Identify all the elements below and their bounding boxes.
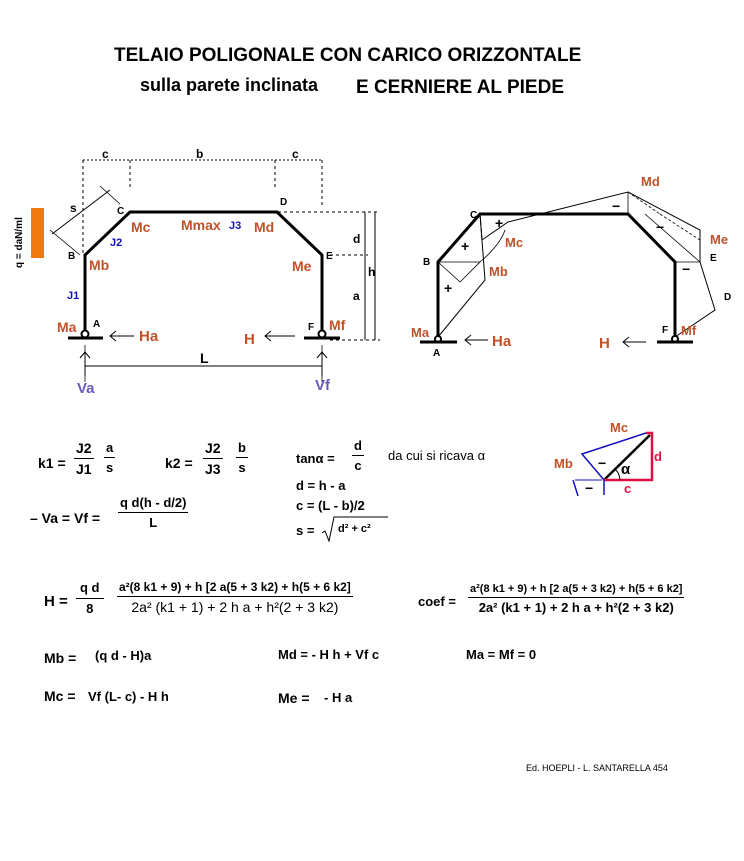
label-Me: Me [292, 258, 312, 274]
node-D: D [280, 197, 288, 208]
sketch-Mb: Mb [554, 456, 573, 471]
k1-lhs: k1 = [38, 455, 66, 471]
md-label-Md: Md [641, 174, 660, 189]
tan-frac [352, 438, 364, 473]
md-force-Ha: Ha [492, 333, 512, 350]
label-Mmax: Mmax [181, 217, 221, 233]
Mc-rhs: Vf (L- c) - H h [88, 689, 169, 704]
sign-plus-c: + [495, 215, 504, 231]
dim-d: d [353, 232, 361, 246]
Me-rhs: - H a [324, 690, 353, 705]
sign-plus-a: + [444, 280, 453, 296]
tan-note: da cui si ricava α [388, 448, 486, 463]
title-line-1: TELAIO POLIGONALE CON CARICO ORIZZONTALE [114, 45, 582, 66]
H-8: 8 [86, 601, 94, 616]
k1-num-2: a [104, 440, 115, 458]
md-node-A: A [433, 348, 441, 359]
Ma-eq: Ma = Mf = 0 [466, 647, 537, 662]
title-line-2b: E CERNIERE AL PIEDE [356, 77, 564, 98]
dim-h: h [368, 265, 376, 279]
node-A: A [93, 319, 101, 330]
footer-credit: Ed. HOEPLI - L. SANTARELLA 454 [526, 763, 668, 773]
label-Mc: Mc [131, 219, 151, 235]
k2-den-2: s [238, 460, 246, 475]
k2-frac-1 [203, 440, 223, 477]
sign-plus-b: + [461, 238, 470, 254]
k1-frac-2 [104, 440, 115, 475]
node-B: B [68, 251, 76, 262]
force-Vf: Vf [315, 377, 330, 394]
md-label-Ma: Ma [411, 325, 430, 340]
va-den: L [149, 515, 158, 530]
sign-minus-de: − [656, 219, 665, 235]
dim-s: s [70, 201, 77, 215]
md-label-Mb: Mb [489, 264, 508, 279]
member-J3: J3 [229, 220, 242, 232]
force-H: H [244, 331, 255, 348]
node-C: C [117, 206, 125, 217]
angle-sketch [545, 415, 675, 505]
H-lhs: H = [44, 593, 68, 610]
label-Md: Md [254, 219, 275, 235]
eq-s-lhs: s = [296, 523, 315, 538]
eq-s-rad: d² + c² [338, 523, 371, 535]
node-F: F [308, 322, 315, 333]
k1-den-2: s [106, 460, 114, 475]
md-label-Me: Me [710, 232, 729, 247]
k1-num-1: J2 [74, 440, 94, 459]
k2-den-1: J3 [205, 461, 221, 477]
k2-frac-2 [236, 440, 248, 475]
H-num: a²(8 k1 + 9) + h [2 a(5 + 3 k2) + h(5 + 6 k2] [117, 580, 353, 597]
eq-c: c = (L - b)/2 [296, 498, 365, 513]
Md-eq: Md = - H h + Vf c [278, 647, 380, 662]
H-den: 2a² (k1 + 1) + 2 h a + h²(2 + 3 k2) [131, 599, 339, 615]
label-Ma: Ma [57, 319, 77, 335]
force-Ha: Ha [139, 328, 159, 345]
k2-lhs: k2 = [165, 455, 193, 471]
md-force-H: H [599, 335, 610, 352]
va-lhs: – Va = Vf = [30, 510, 101, 526]
k1-frac-1 [74, 440, 94, 477]
moment-diagram [400, 170, 744, 365]
sketch-alpha: α [621, 461, 631, 478]
eq-d: d = h - a [296, 478, 346, 493]
load-label: q = daN/ml [14, 217, 25, 268]
Me-lhs: Me = [278, 690, 310, 706]
Mb-rhs: (q d - H)a [95, 648, 152, 663]
node-E: E [326, 251, 333, 262]
member-J2: J2 [110, 237, 123, 249]
coef-lhs: coef = [418, 594, 456, 609]
k2-num-1: J2 [203, 440, 223, 459]
label-Mb: Mb [89, 257, 110, 273]
dim-L: L [200, 350, 209, 366]
sketch-minus-1: − [598, 455, 607, 471]
md-node-F: F [662, 325, 669, 336]
dim-c-left: c [102, 147, 109, 161]
H-frac-main [117, 580, 353, 615]
sketch-c: c [624, 481, 632, 496]
sign-minus-d: − [612, 198, 621, 214]
Mc-lhs: Mc = [44, 688, 76, 704]
k2-num-2: b [236, 440, 248, 458]
md-node-D: D [724, 292, 732, 303]
sketch-Mc: Mc [610, 420, 629, 435]
H-frac-qd [76, 580, 104, 616]
sketch-minus-2: − [585, 480, 594, 496]
tan-num: d [352, 438, 364, 456]
coef-frac [468, 583, 684, 615]
title-line-2a: sulla parete inclinata [140, 75, 319, 95]
md-node-B: B [423, 257, 431, 268]
md-label-Mf: Mf [681, 323, 697, 338]
H-qd: q d [76, 580, 104, 599]
Mb-lhs: Mb = [44, 650, 77, 666]
tan-lhs: tanα = [296, 451, 335, 466]
force-Va: Va [77, 380, 95, 397]
va-num: q d(h - d/2) [118, 495, 188, 513]
coef-den: 2a² (k1 + 1) + 2 h a + h²(2 + 3 k2) [478, 600, 674, 615]
va-frac [118, 495, 188, 530]
md-node-C: C [470, 210, 478, 221]
k1-den-1: J1 [76, 461, 92, 477]
coef-num: a²(8 k1 + 9) + h [2 a(5 + 3 k2) + h(5 + 6 k2] [468, 583, 684, 598]
moment-frame [438, 214, 675, 337]
load-bar [31, 208, 44, 258]
md-label-Mc: Mc [505, 235, 524, 250]
frame-diagram [0, 140, 400, 400]
sign-minus-e: − [682, 261, 691, 277]
dim-c-right: c [292, 147, 299, 161]
dim-b: b [196, 147, 204, 161]
member-J1: J1 [67, 290, 80, 302]
tan-den: c [354, 458, 362, 473]
sketch-d: d [654, 449, 662, 464]
md-node-E: E [710, 253, 717, 264]
label-Mf: Mf [329, 317, 346, 333]
dim-a: a [353, 289, 360, 303]
